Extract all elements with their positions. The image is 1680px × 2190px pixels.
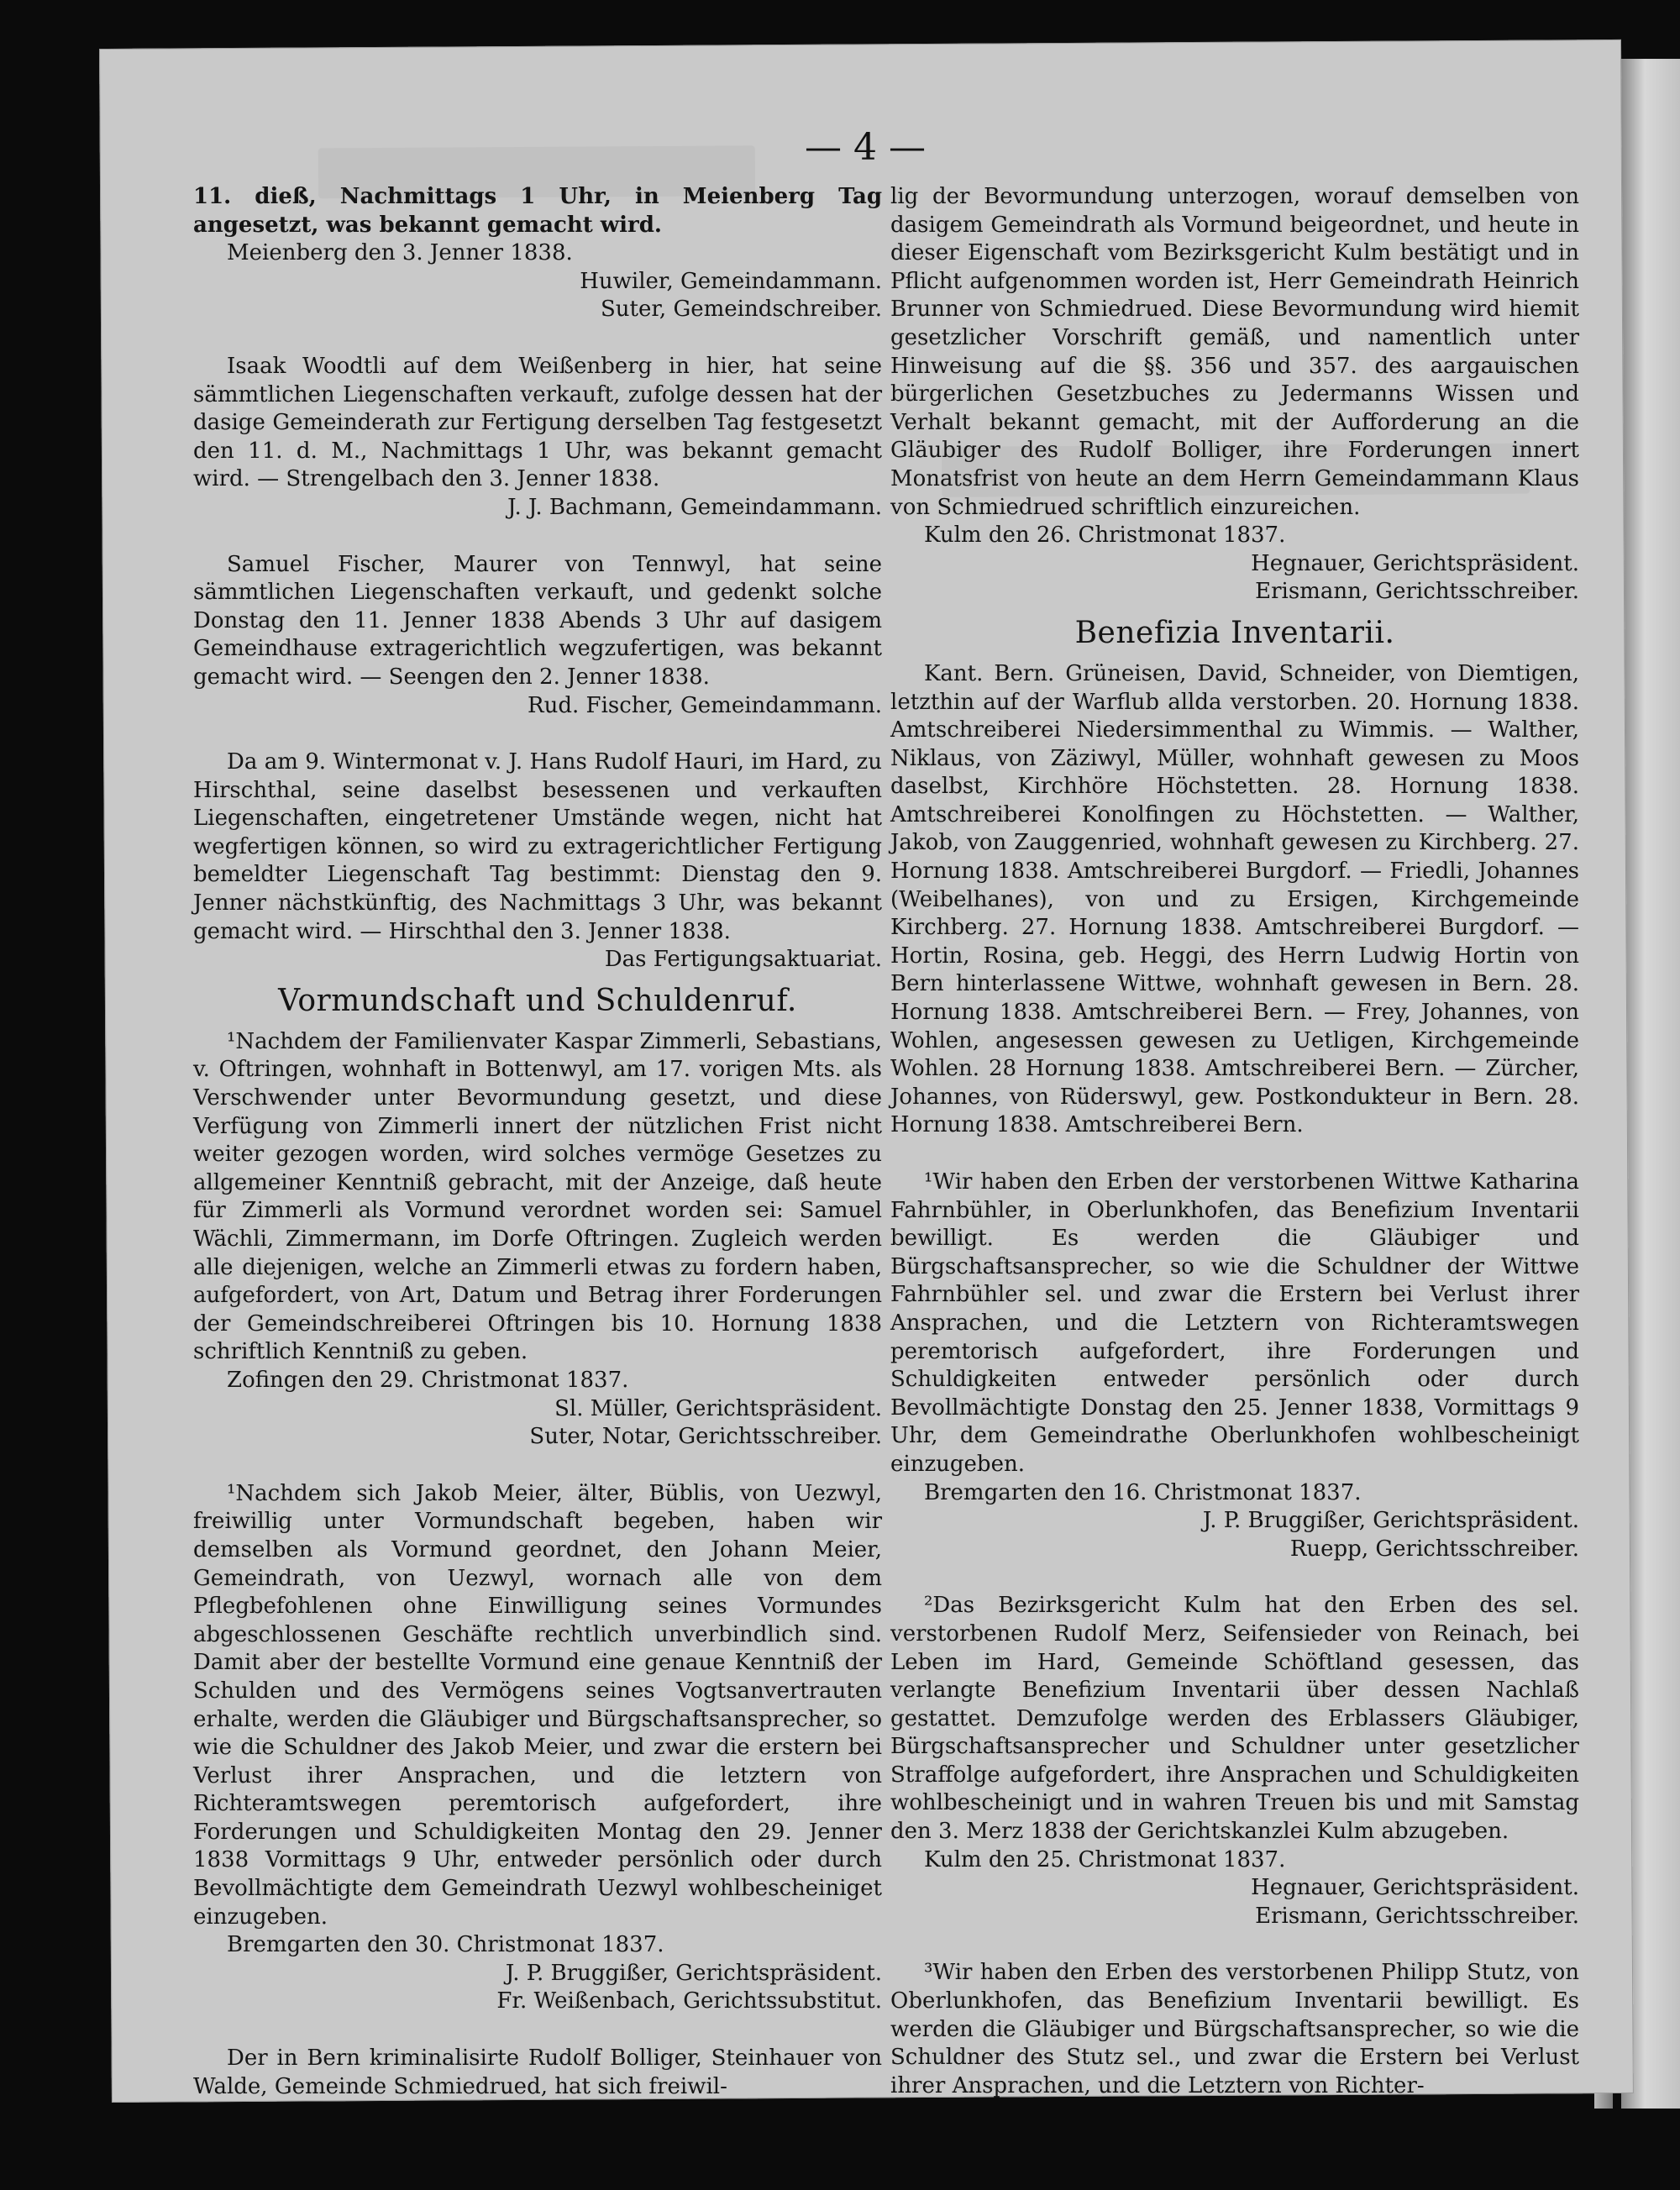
- signature: Suter, Gemeindschreiber.: [600, 297, 882, 323]
- place-date: Meienberg den 3. Jenner 1838.: [227, 240, 573, 266]
- notice-text: Der in Bern kriminalisirte Rudolf Bolliger, Steinhauer von Walde, Gemeinde Schmiedrued, hat sich freiwil-: [193, 2046, 882, 2099]
- notice-woodtli: [193, 353, 882, 523]
- notice-bolliger-continued: [890, 183, 1579, 607]
- left-column: [193, 183, 882, 2101]
- notice-text: Kant. Bern. Grüneisen, David, Schneider, von Diemtigen, letzthin auf der Warflub allda verstorben. 20. Hornung 1838. Amtschreiberei Niedersimmenthal zu Wimmis. — Walther, Niklaus, von Zäziwyl, Müller, wohnhaft gewesen zu Moos daselbst, Kirchhöre Höchstetten. 28. Hornung 1838. Amtschreiberei Konolfingen zu Höchstetten. — Walther, Jakob, von Zauggenried, wohnhaft gewesen zu Kirchberg. 27. Hornung 1838. Amtschreiberei Burgdorf. — Friedli, Johannes (Weibelhanes), von und zu Ersigen, Kirchgemeinde Kirchberg. 27. Hornung 1838. Amtschreiberei Burgdorf. — Hortin, Rosina, geb. Heggi, des Herrn Ludwig Hortin von Bern hinterlassene Wittwe, wohnhaft gewesen in Bern. 28. Hornung 1838. Amtschreiberei Bern. — Frey, Johannes, von Wohlen, angesessen gewesen zu Uetligen, Kirchgemeinde Wohlen. 28 Hornung 1838. Amtschreiberei Bern. — Zürcher, Johannes, von Rüderswyl, gew. Postkondukteur in Bern. 28. Hornung 1838. Amtschreiberei Bern.: [890, 660, 1579, 1138]
- place-date: Bremgarten den 16. Christmonat 1837.: [924, 1479, 1362, 1505]
- notice-fischer: [193, 551, 882, 721]
- notice-text: ³Wir haben den Erben des verstorbenen Philipp Stutz, von Oberlunkhofen, das Benefizium Inventarii bewilligt. Es werden die Gläubiger und Bürgschaftsansprecher, so wie die Schuldner des Stutz sel., und zwar die Erstern bei Verlust ihrer Ansprachen, und die Letztern von Richter-: [890, 1960, 1579, 2098]
- notice-kant-bern: [890, 660, 1579, 1140]
- notice-text: ¹Nachdem sich Jakob Meier, älter, Büblis, von Uezwyl, freiwillig unter Vormundschaft begeben, haben wir demselben als Vormund geordnet, den Johann Meier, Gemeindrath, von Uezwyl, wornach alle von dem Pflegbefohlenen ohne Einwilligung seines Vormundes abgeschlossenen Geschäfte rechtlich unverbindlich sind. Damit aber der bestellte Vormund eine genaue Kenntniß der Schulden und des Vermögens seines Vogtsanvertrauten erhalte, werden die Gläubiger und Bürgschaftsansprecher, so wie die Schuldner des Jakob Meier, und zwar die erstern bei Verlust ihrer Ansprachen, und die letztern von Richteramtswegen peremtorisch aufgefordert, ihre Forderungen und Schuldigkeiten Montag den 29. Jenner 1838 Vormittags 9 Uhr, entweder persönlich oder durch Bevollmächtigte dem Gemeindrath Uezwyl wohlbescheiniget einzugeben.: [193, 1480, 882, 1930]
- section-heading: Benefizia Inventarii.: [1074, 615, 1395, 650]
- signature: Sl. Müller, Gerichtspräsident.: [554, 1395, 882, 1421]
- signature: Das Fertigungsaktuariat.: [604, 947, 882, 973]
- notice-text: ²Das Bezirksgericht Kulm hat den Erben des sel. verstorbenen Rudolf Merz, Seifensieder von Reinach, bei Leben im Hard, Gemeinde Schöftland gesessen, das verlangte Benefizium Inventarii über dessen Nachlaß gestattet. Demzufolge werden des Erblassers Gläubiger, Bürgschaftsansprecher und Schuldner unter gesetzlicher Straffolge aufgefordert, ihre Ansprachen und Schuldigkeiten wohlbescheinigt und in wahren Treuen bis und mit Samstag den 3. Merz 1838 der Gerichtskanzlei Kulm abzugeben.: [890, 1593, 1579, 1845]
- signature: Hegnauer, Gerichtspräsident.: [1251, 550, 1579, 576]
- signature: Suter, Notar, Gerichtsschreiber.: [529, 1424, 882, 1450]
- notice-text: 11. dieß, Nachmittags 1 Uhr, in Meienberg Tag angesetzt, was bekannt gemacht wird.: [193, 184, 882, 238]
- place-date: Kulm den 25. Christmonat 1837.: [924, 1846, 1286, 1872]
- notice-fahrnbuehler: [890, 1169, 1579, 1563]
- right-column: [890, 183, 1579, 2100]
- notice-merz: [890, 1592, 1579, 1930]
- signature: Hegnauer, Gerichtspräsident.: [1251, 1875, 1579, 1901]
- notice-meier: [193, 1480, 882, 2016]
- signature: J. P. Bruggißer, Gerichtspräsident.: [1202, 1508, 1579, 1534]
- signature: Huwiler, Gemeindammann.: [580, 268, 882, 294]
- signature: Erismann, Gerichtsschreiber.: [1255, 579, 1579, 605]
- place-date: Kulm den 26. Christmonat 1837.: [924, 523, 1286, 549]
- notice-text: lig der Bevormundung unterzogen, worauf demselben von dasigem Gemeindrath als Vormund beigeordnet, und heute in dieser Eigenschaft vom Bezirksgericht Kulm bestätigt und in Pflicht aufgenommen worden ist, Herr Gemeindrath Heinrich Brunner von Schmiedrued. Diese Bevormundung wird hiemit gesetzlicher Vorschrift gemäß, und namentlich unter Hinweisung auf die §§. 356 und 357. des aargauischen bürgerlichen Gesetzbuches zu Jedermanns Wissen und Verhalt bekannt gemacht, mit der Aufforderung an die Gläubiger des Rudolf Bolliger, ihre Forderungen innert Monatsfrist von heute an dem Herrn Gemeindammann Klaus von Schmiedrued schriftlich einzureichen.: [890, 184, 1579, 520]
- notice-zimmerli: [193, 1028, 882, 1452]
- page-number: — 4 —: [805, 126, 926, 169]
- notice-text: Isaak Woodtli auf dem Weißenberg in hier, hat seine sämmtlichen Liegenschaften verkauft, zufolge dessen hat der dasige Gemeinderath zur Fertigung derselben Tag festgesetzt den 11. d. M., Nachmittags 1 Uhr, was bekannt gemacht wird. — Strengelbach den 3. Jenner 1838.: [193, 353, 882, 492]
- notice-stutz: [890, 1959, 1579, 2100]
- signature: J. P. Bruggißer, Gerichtspräsident.: [505, 1960, 882, 1986]
- notice-bolliger: [193, 2045, 882, 2101]
- notice-text: ¹Nachdem der Familienvater Kaspar Zimmerli, Sebastians, v. Oftringen, wohnhaft in Bottenwyl, am 17. vorigen Mts. als Verschwender unter Bevormundung gesetzt, und diese Verfügung von Zimmerli innert der nützlichen Frist nicht weiter gezogen worden, wird solches vermöge Gesetzes zu allgemeiner Kenntniß gebracht, mit der Anzeige, daß heute für Zimmerli als Vormund verordnet worden sei: Samuel Wächli, Zimmermann, im Dorfe Oftringen. Zugleich werden alle diejenigen, welche an Zimmerli etwas zu fordern haben, aufgefordert, von Art, Datum und Betrag ihrer Forderungen der Gemeindschreiberei Oftringen bis 10. Hornung 1838 schriftlich Kenntniß zu geben.: [193, 1028, 882, 1365]
- place-date: Bremgarten den 30. Christmonat 1837.: [227, 1932, 664, 1958]
- signature: Ruepp, Gerichtsschreiber.: [1289, 1536, 1579, 1562]
- place-date: Zofingen den 29. Christmonat 1837.: [227, 1367, 629, 1393]
- notice-meienberg: [193, 183, 882, 324]
- notice-text: Da am 9. Wintermonat v. J. Hans Rudolf Hauri, im Hard, zu Hirschthal, seine daselbst besessenen und verkauften Liegenschaften, eingetretener Umstände wegen, nicht hat wegfertigen können, so wird zu extragerichtlicher Fertigung bemeldter Liegenschaft Tag bestimmt: Dienstag den 9. Jenner nächstkünftig, des Nachmittags 3 Uhr, was bekannt gemacht wird. — Hirschthal den 3. Jenner 1838.: [193, 749, 882, 944]
- notice-text: ¹Wir haben den Erben der verstorbenen Wittwe Katharina Fahrnbühler, in Oberlunkhofen, das Benefizium Inventarii bewilligt. Es werden die Gläubiger und Bürgschaftsansprecher, so wie die Schuldner der Wittwe Fahrnbühler sel. und zwar die Erstern bei Verlust ihrer Ansprachen, und die Letztern von Richteramtswegen peremtorisch aufgefordert, ihre Forderungen und Schuldigkeiten entweder persönlich oder durch Bevollmächtigte Donstag den 25. Jenner 1838, Vormittags 9 Uhr, dem Gemeindrathe Oberlunkhofen wohlbescheinigt einzugeben.: [890, 1169, 1579, 1477]
- signature: Fr. Weißenbach, Gerichtssubstitut.: [496, 1988, 882, 2014]
- notice-hauri: [193, 748, 882, 974]
- signature: Rud. Fischer, Gemeindammann.: [528, 692, 882, 718]
- signature: J. J. Bachmann, Gemeindammann.: [507, 494, 882, 520]
- notice-text: Samuel Fischer, Maurer von Tennwyl, hat seine sämmtlichen Liegenschaften verkauft, und gedenkt solche Donstag den 11. Jenner 1838 Abends 3 Uhr auf dasigem Gemeindhause extragerichtlich wegzufertigen, was bekannt gemacht wird. — Seengen den 2. Jenner 1838.: [193, 551, 882, 690]
- signature: Erismann, Gerichtsschreiber.: [1255, 1903, 1579, 1929]
- section-heading: Vormundschaft und Schuldenruf.: [278, 983, 797, 1018]
